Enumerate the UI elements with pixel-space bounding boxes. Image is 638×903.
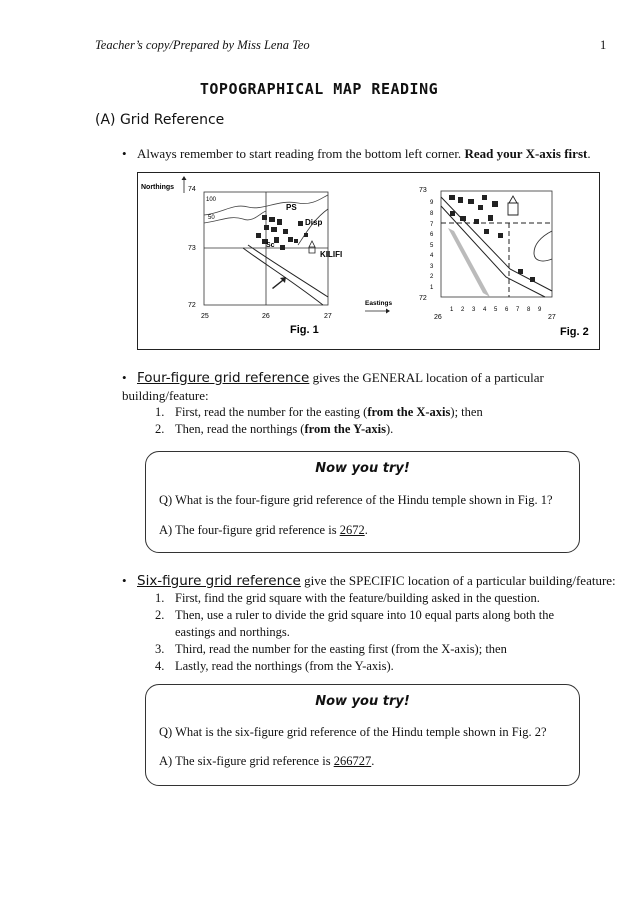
map-figures [138,173,599,349]
list-item: 3. Third, read the number for the easting first (from the X-axis); then [155,642,507,656]
list-item: 2. Then, read the northings (from the Y-axis). [155,422,394,436]
list-item: 4. Lastly, read the northings (from the Y-axis). [155,659,394,673]
fig2-xtick-minor: 6 [505,307,509,313]
fig2-ytick-minor: 8 [430,211,434,217]
six-figure-steps [155,590,554,675]
fig1-place: KILIFI [320,250,343,259]
question-text: Q) What is the four-figure grid reference of the Hindu temple shown in Fig. 1? [159,493,553,507]
fig2-xtick-major: 27 [548,314,556,321]
four-figure-bullet: • Four-figure grid reference gives the GENERAL location of a particular [122,370,544,386]
try-box-four-figure [145,451,580,553]
header-text: Teacher’s copy/Prepared by Miss Lena Teo [95,38,310,52]
try-title: Now you try! [315,461,410,476]
fig2-ytick-minor: 1 [430,285,434,291]
list-item: 1. First, read the number for the easting (from the X-axis); then [155,405,483,419]
try-box-six-figure [145,684,580,786]
fig1-ytick: 74 [188,186,196,193]
fig1-xtick: 26 [262,313,270,320]
figure-frame [137,172,600,350]
fig1-ytick: 72 [188,302,196,309]
six-figure-bullet: • Six-figure grid reference give the SPECIFIC location of a particular building/feature: [122,573,616,589]
fig1-contour-label: 50 [208,215,215,221]
fig2-ytick-minor: 9 [430,200,434,206]
six-figure-heading: Six-figure grid reference [137,573,301,589]
fig2-ytick-major: 72 [419,295,427,302]
four-figure-desc-line2: building/feature: [122,388,209,403]
fig2-map [419,187,589,338]
fig2-ytick-minor: 7 [430,222,434,228]
list-item: eastings and northings. [175,625,290,639]
fig2-xtick-major: 26 [434,314,442,321]
fig2-xtick-minor: 4 [483,307,487,313]
answer-text: A) The four-figure grid reference is 2672. [159,523,368,537]
fig1-place: Sc [266,242,275,249]
page-title: TOPOGRAPHICAL MAP READING [199,80,439,98]
fig1-place: Disp [305,218,323,227]
fig2-ytick-minor: 5 [430,243,434,249]
fig2-ytick-minor: 2 [430,274,434,280]
fig2-xtick-minor: 8 [527,307,531,313]
fig2-xtick-minor: 7 [516,307,520,313]
fig1-map [141,176,392,336]
fig2-xtick-minor: 1 [450,307,454,313]
section-heading: (A) Grid Reference [95,112,225,128]
fig2-ytick-minor: 3 [430,264,434,270]
fig2-ytick-minor: 6 [430,232,434,238]
bullet-read-x-axis: • Always remember to start reading from the bottom left corner. Read your X-axis first. [122,146,591,161]
fig1-xtick: 27 [324,313,332,320]
fig2-ytick-major: 73 [419,187,427,194]
four-figure-steps [155,404,483,438]
fig1-place: PS [286,203,297,212]
try-title: Now you try! [315,694,410,709]
four-figure-heading: Four-figure grid reference [137,370,310,386]
list-item: 1. First, find the grid square with the feature/building asked in the question. [155,591,540,605]
fig1-contour-label: 100 [206,197,217,203]
fig1-caption: Fig. 1 [290,324,319,336]
fig1-eastings-label: Eastings [365,300,393,307]
fig2-xtick-minor: 9 [538,307,542,313]
list-item: 2. Then, use a ruler to divide the grid square into 10 equal parts along both the [155,608,555,622]
question-text: Q) What is the six-figure grid reference of the Hindu temple shown in Fig. 2? [159,725,547,739]
fig2-xtick-minor: 5 [494,307,498,313]
fig1-ytick: 73 [188,245,196,252]
fig2-ytick-minor: 4 [430,253,434,259]
fig2-xtick-minor: 2 [461,307,465,313]
answer-value: 266727 [333,754,372,768]
answer-value: 2672 [339,523,365,537]
fig2-caption: Fig. 2 [560,326,589,338]
answer-text: A) The six-figure grid reference is 266727. [159,754,375,768]
fig1-northings-label: Northings [141,184,175,191]
page-number: 1 [600,38,607,52]
fig1-xtick: 25 [201,313,209,320]
fig2-xtick-minor: 3 [472,307,476,313]
